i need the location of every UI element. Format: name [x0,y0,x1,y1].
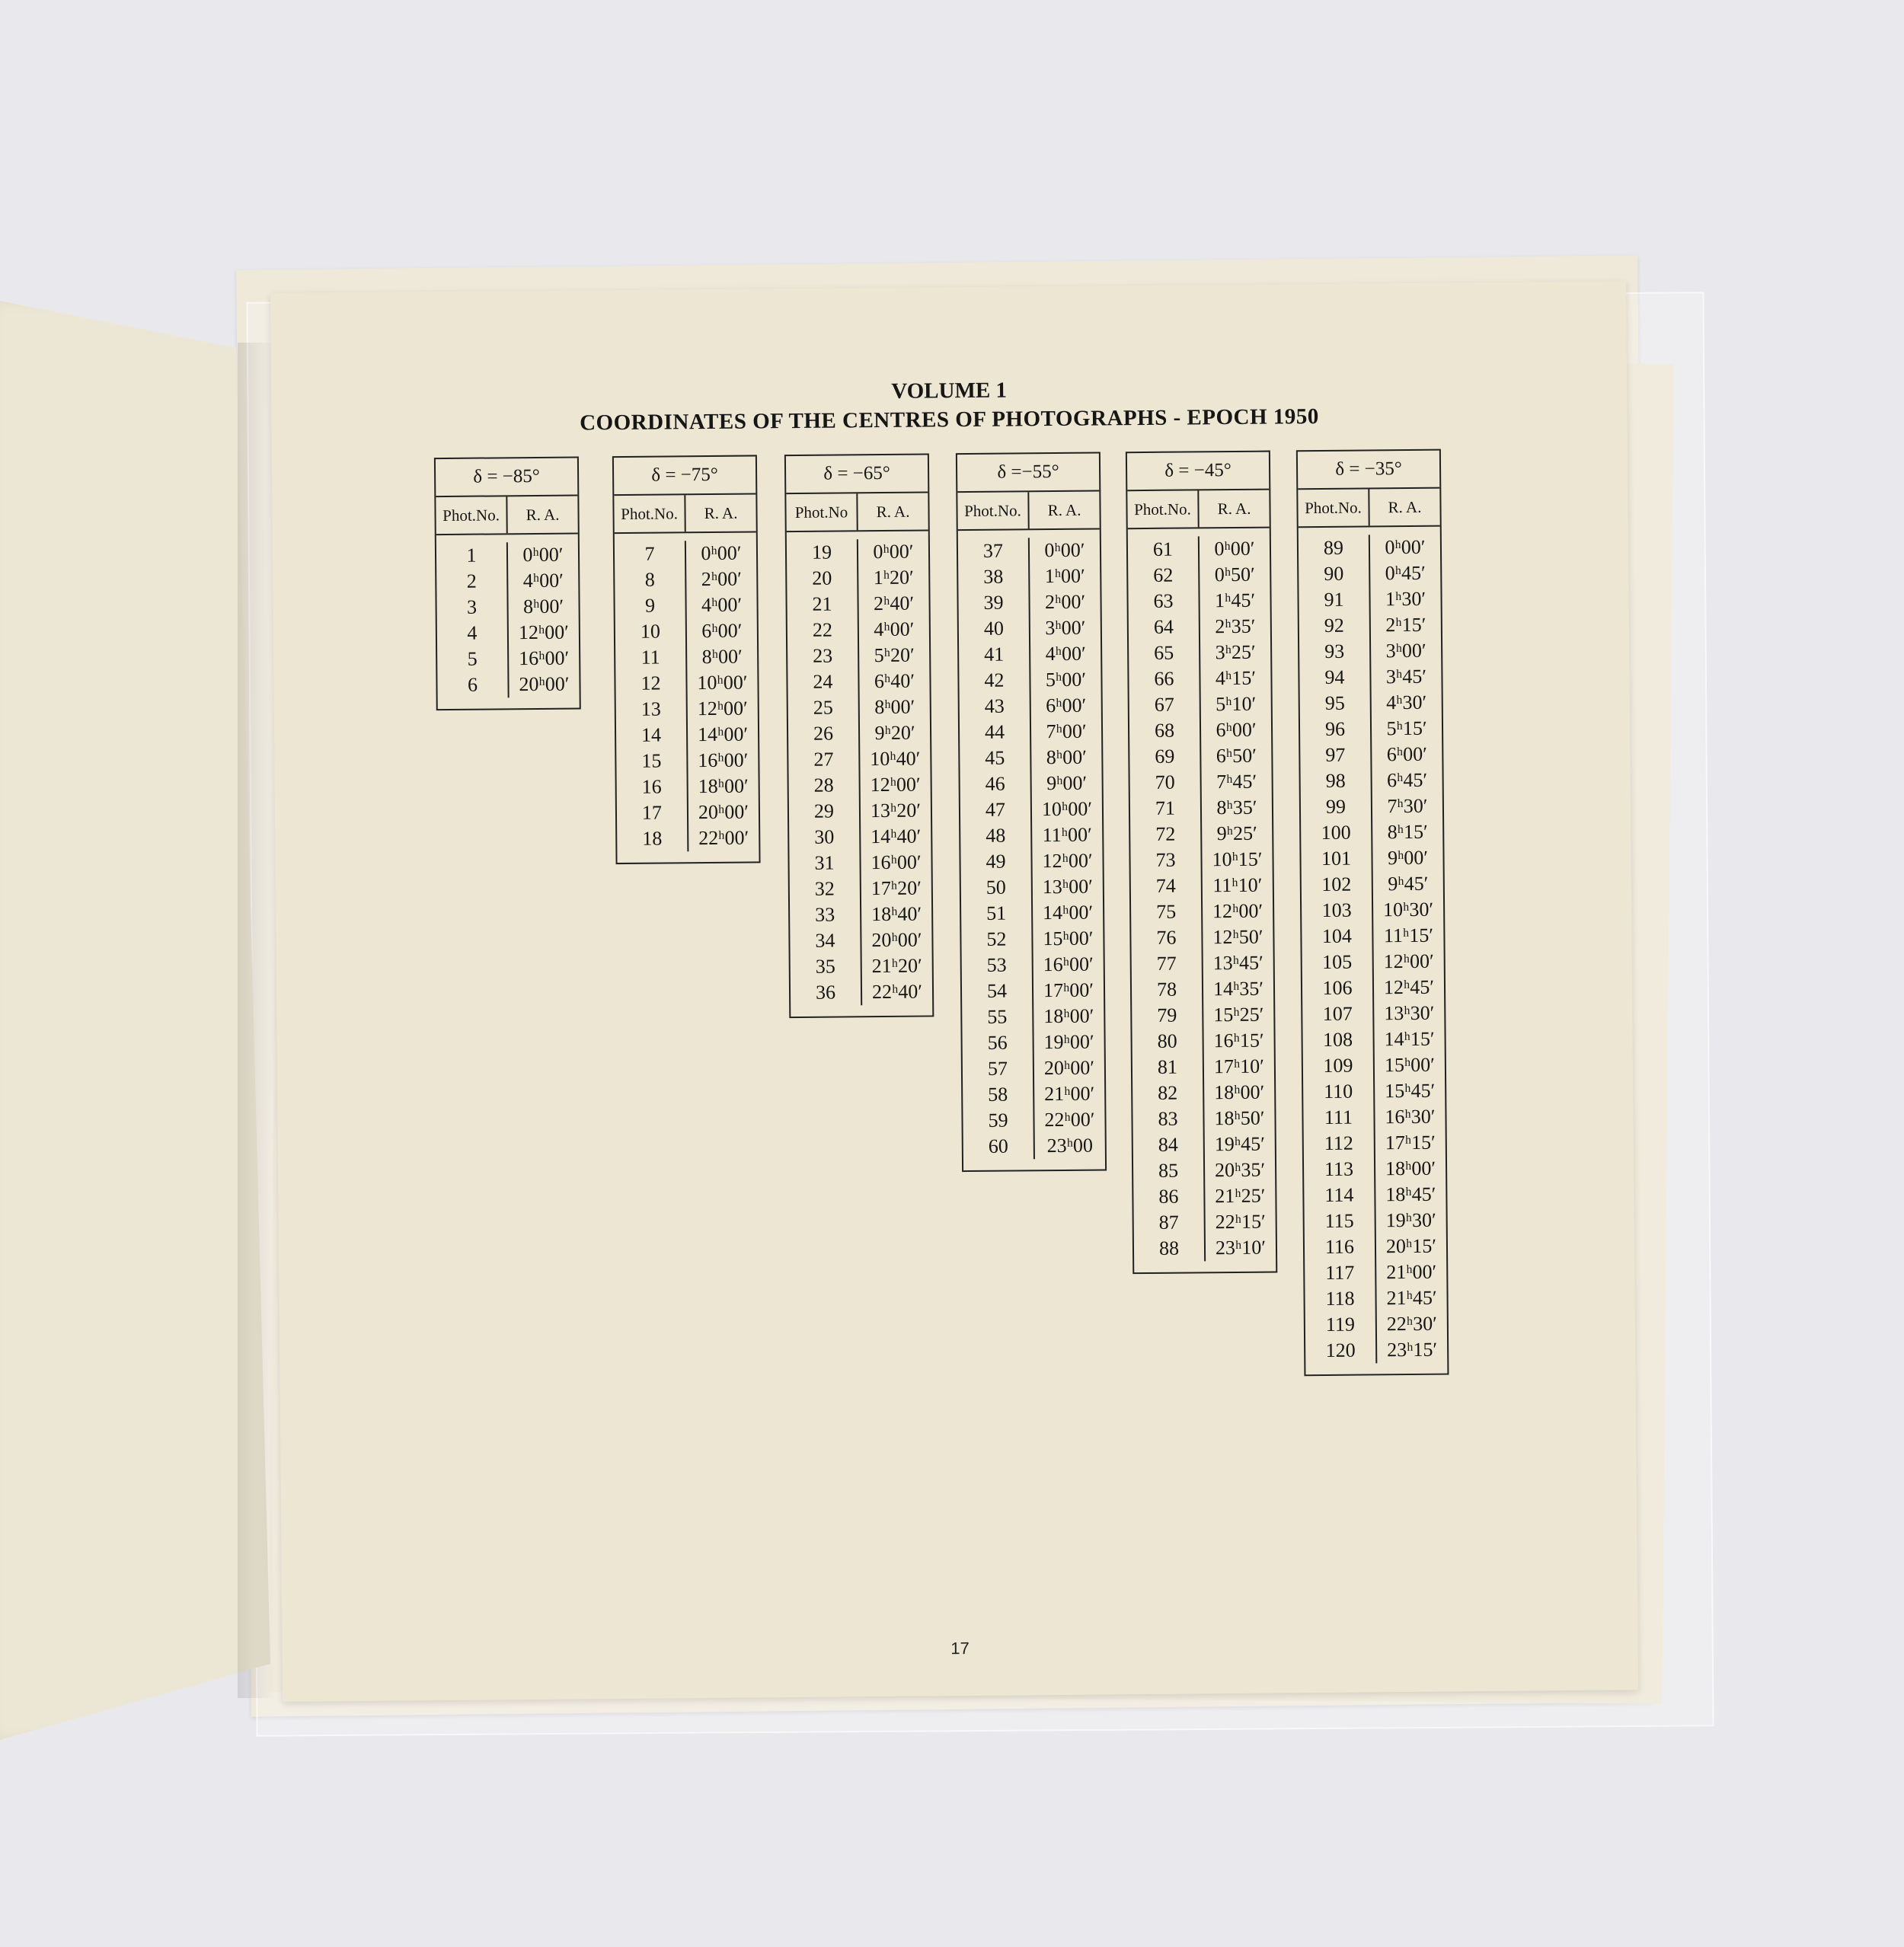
photo-number-cell: 53 [986,953,1007,976]
right-ascension-cell: 16ʰ00′ [1043,953,1094,976]
photo-number-cell: 112 [1324,1131,1353,1154]
right-page [270,281,1638,1701]
right-ascension-cell: 9ʰ45′ [1388,872,1429,895]
right-ascension-cell: 2ʰ00′ [1044,590,1086,614]
photo-number-cell: 70 [1155,771,1175,793]
right-ascension-cell: 5ʰ00′ [1045,668,1087,691]
photo-number-cell: 90 [1324,562,1344,585]
right-ascension-cell: 6ʰ40′ [874,669,915,693]
photo-number-cell: 78 [1156,978,1177,1001]
right-ascension-cell: 23ʰ15′ [1387,1338,1438,1361]
photo-number-cell: 59 [988,1109,1008,1131]
photo-number-cell: 17 [641,801,663,824]
photo-number-cell: 2 [466,570,477,592]
photo-number-cell: 64 [1153,615,1174,638]
right-ascension-cell: 4ʰ00′ [874,618,915,641]
photo-number-cell: 33 [815,903,835,926]
right-ascension-cell: 16ʰ00′ [698,748,749,772]
right-ascension-cell: 6ʰ00′ [701,619,743,643]
photo-number-cell: 68 [1154,719,1175,742]
photo-number-cell: 45 [985,746,1005,769]
right-ascension-cell: 23ʰ00 [1046,1134,1094,1157]
declination-table [612,455,761,864]
photo-number-cell: 22 [812,618,833,641]
right-ascension-cell: 5ʰ10′ [1216,692,1257,716]
photo-number-cell: 82 [1158,1081,1178,1104]
right-ascension-cell: 12ʰ00′ [1042,849,1093,873]
photo-number-cell: 7 [644,542,655,565]
right-ascension-cell: 4ʰ30′ [1386,691,1427,714]
right-ascension-cell: 2ʰ15′ [1385,613,1426,637]
photo-number-cell: 114 [1324,1183,1354,1206]
photo-number-cell: 113 [1324,1157,1354,1180]
photo-number-cell: 1 [466,544,477,567]
declination-table [784,453,934,1018]
declination-header: δ = −75° [614,456,756,496]
photo-number-cell: 51 [986,902,1007,924]
right-ascension-cell: 13ʰ30′ [1384,1001,1435,1025]
right-ascension-cell: 8ʰ00′ [1046,745,1087,769]
right-ascension-cell: 14ʰ00′ [697,723,749,746]
right-ascension-cell: 7ʰ30′ [1387,794,1428,818]
photo-number-cell: 95 [1324,691,1345,714]
photo-number-cell: 58 [988,1083,1008,1106]
right-ascension-cell: 18ʰ50′ [1214,1106,1265,1130]
right-ascension-cell: 10ʰ00′ [1041,797,1093,821]
photo-number-cell: 77 [1156,952,1177,975]
photo-number-cell: 54 [986,979,1008,1002]
right-ascension-cell: 14ʰ40′ [871,825,922,848]
right-ascension-cell: 19ʰ00′ [1043,1030,1094,1054]
photo-number-cell: 18 [642,827,663,850]
photo-number-cell: 76 [1156,926,1177,949]
declination-table [1296,449,1449,1377]
photo-number-cell: 36 [815,981,836,1004]
photo-number-cell: 99 [1325,795,1347,818]
photo-number-cell: 87 [1158,1211,1179,1234]
photo-number-cell: 118 [1325,1287,1355,1310]
right-ascension-cell: 12ʰ00′ [1383,950,1434,973]
column-header-phot-no: Phot.No. [1298,489,1369,526]
column-header-ra: R. A. [704,503,738,523]
right-ascension-cell: 3ʰ45′ [1385,665,1427,688]
column-header-phot-no: Phot.No. [436,496,507,534]
photo-number-cell: 98 [1325,769,1346,792]
right-ascension-cell: 3ʰ00′ [1045,616,1086,640]
declination-header: δ = −65° [786,455,928,494]
right-ascension-cell: 18ʰ40′ [871,902,922,926]
photo-number-cell: 100 [1321,821,1351,844]
photo-number-cell: 80 [1157,1029,1177,1052]
photo-number-cell: 44 [984,720,1005,743]
photo-number-cell: 84 [1158,1133,1178,1156]
right-ascension-cell: 17ʰ20′ [871,876,922,900]
photo-number-cell: 97 [1325,743,1346,766]
photo-number-cell: 6 [467,673,478,696]
right-ascension-cell: 14ʰ15′ [1384,1027,1435,1051]
photo-number-cell: 28 [813,774,834,796]
right-ascension-cell: 9ʰ00′ [1046,771,1088,795]
right-ascension-cell: 20ʰ00′ [698,800,749,824]
photo-number-cell: 94 [1324,665,1345,688]
photo-number-cell: 9 [644,594,656,617]
photo-number-cell: 71 [1155,796,1176,819]
declination-table [1126,451,1277,1275]
right-ascension-cell: 0ʰ50′ [1214,563,1255,586]
photo-number-cell: 67 [1154,693,1174,716]
column-header-phot-no: Phot.No. [957,492,1029,529]
right-ascension-cell: 9ʰ25′ [1216,822,1257,845]
photo-number-cell: 3 [466,595,478,618]
page-number: 17 [950,1639,970,1658]
photo-number-cell: 27 [813,748,834,771]
right-ascension-cell: 5ʰ15′ [1386,717,1427,740]
right-ascension-cell: 22ʰ15′ [1215,1210,1266,1234]
book-spine [238,343,276,1698]
photo-number-cell: 35 [815,955,835,978]
right-ascension-cell: 3ʰ25′ [1215,640,1256,664]
right-ascension-cell: 13ʰ45′ [1212,951,1263,975]
photo-number-cell: 26 [813,722,834,745]
right-ascension-cell: 20ʰ00′ [519,672,570,696]
column-header-ra: R. A. [1047,500,1081,520]
photo-number-cell: 57 [987,1057,1008,1080]
right-ascension-cell: 10ʰ00′ [697,671,748,694]
right-ascension-cell: 11ʰ15′ [1383,924,1434,947]
photo-number-cell: 49 [986,850,1006,873]
column-header-ra: R. A. [1388,497,1422,517]
photo-number-cell: 83 [1158,1107,1178,1130]
photo-number-cell: 46 [985,772,1005,795]
right-ascension-cell: 8ʰ15′ [1387,820,1428,844]
photo-number-cell: 29 [813,800,835,822]
right-ascension-cell: 12ʰ50′ [1212,925,1263,949]
right-ascension-cell: 22ʰ00′ [1044,1108,1095,1131]
right-ascension-cell: 6ʰ00′ [1046,694,1087,717]
right-ascension-cell: 0ʰ00′ [1385,535,1426,559]
photo-number-cell: 30 [814,825,835,848]
right-ascension-cell: 12ʰ00′ [697,697,748,720]
photo-number-cell: 65 [1154,641,1174,664]
right-ascension-cell: 16ʰ00′ [871,851,922,874]
right-ascension-cell: 12ʰ00′ [518,621,570,644]
photo-number-cell: 62 [1153,563,1174,586]
right-ascension-cell: 21ʰ45′ [1386,1286,1437,1310]
photo-number-cell: 48 [986,824,1006,847]
photo-number-cell: 74 [1155,874,1176,897]
right-ascension-cell: 21ʰ00′ [1386,1260,1437,1284]
photo-number-cell: 85 [1158,1159,1179,1182]
coordinate-tables [270,281,1638,1701]
right-ascension-cell: 1ʰ45′ [1214,589,1256,612]
right-ascension-cell: 12ʰ45′ [1383,975,1435,999]
right-ascension-cell: 4ʰ00′ [522,569,564,592]
photo-number-cell: 11 [641,646,660,669]
photo-number-cell: 32 [814,877,835,900]
photo-number-cell: 41 [984,643,1005,665]
photo-number-cell: 119 [1325,1313,1356,1336]
photo-number-cell: 81 [1157,1055,1178,1078]
photo-number-cell: 15 [641,749,662,772]
photo-number-cell: 42 [984,669,1005,691]
right-ascension-cell: 4ʰ15′ [1215,666,1257,690]
right-ascension-cell: 0ʰ00′ [701,541,742,565]
right-ascension-cell: 2ʰ00′ [701,567,742,591]
photo-number-cell: 106 [1322,976,1353,999]
right-ascension-cell: 6ʰ00′ [1386,742,1427,766]
photo-number-cell: 60 [988,1135,1008,1157]
right-ascension-cell: 12ʰ00′ [1212,899,1263,923]
right-ascension-cell: 1ʰ00′ [1044,564,1085,588]
photo-number-cell: 102 [1321,873,1352,895]
photo-number-cell: 105 [1322,950,1353,973]
photo-number-cell: 108 [1322,1028,1353,1051]
photo-number-cell: 8 [644,568,655,591]
right-ascension-cell: 20ʰ00′ [1043,1056,1095,1080]
right-ascension-cell: 0ʰ00′ [522,543,564,567]
column-header-phot-no: Phot.No. [1127,490,1199,528]
photo-number-cell: 43 [984,694,1005,717]
right-ascension-cell: 19ʰ30′ [1385,1208,1436,1232]
right-ascension-cell: 7ʰ45′ [1216,770,1257,793]
photo-number-cell: 47 [985,798,1006,821]
right-ascension-cell: 18ʰ00′ [1043,1004,1094,1028]
photo-number-cell: 116 [1324,1235,1355,1258]
declination-header: δ =−55° [957,454,1099,493]
right-ascension-cell: 10ʰ15′ [1212,847,1263,871]
photo-number-cell: 104 [1321,924,1353,947]
column-header-ra: R. A. [1217,499,1251,519]
right-ascension-cell: 17ʰ15′ [1385,1131,1436,1154]
photo-number-cell: 12 [641,672,661,694]
page-subtitle: COORDINATES OF THE CENTRES OF PHOTOGRAPHS - EPOCH 1950 [580,404,1319,436]
right-ascension-cell: 22ʰ40′ [871,980,923,1004]
photo-number-cell: 31 [814,851,835,874]
column-header-phot-no: Phot.No. [614,495,685,532]
declination-table [956,452,1107,1172]
photo-number-cell: 89 [1323,536,1344,559]
right-ascension-cell: 15ʰ00′ [1043,927,1094,950]
right-ascension-cell: 23ʰ10′ [1215,1236,1267,1259]
photo-number-cell: 63 [1153,589,1174,612]
right-ascension-cell: 13ʰ00′ [1042,875,1093,898]
column-header-ra: R. A. [526,505,560,525]
photo-number-cell: 66 [1154,667,1174,690]
right-ascension-cell: 14ʰ35′ [1212,977,1264,1001]
right-ascension-cell: 15ʰ25′ [1213,1003,1264,1026]
right-ascension-cell: 15ʰ00′ [1384,1053,1436,1077]
right-ascension-cell: 2ʰ40′ [873,592,915,615]
right-ascension-cell: 18ʰ00′ [698,774,749,798]
right-ascension-cell: 16ʰ15′ [1213,1029,1264,1052]
right-ascension-cell: 18ʰ00′ [1214,1080,1265,1104]
right-ascension-cell: 17ʰ00′ [1043,978,1094,1002]
right-ascension-cell: 14ʰ00′ [1042,901,1094,924]
photo-number-cell: 13 [641,697,661,720]
photo-number-cell: 117 [1325,1261,1355,1284]
right-ascension-cell: 6ʰ00′ [1216,718,1257,742]
right-ascension-cell: 20ʰ15′ [1385,1234,1437,1258]
photo-number-cell: 16 [641,775,662,798]
right-ascension-cell: 4ʰ00′ [1045,642,1086,665]
photo-number-cell: 10 [640,620,661,643]
photo-number-cell: 5 [467,647,478,670]
photo-number-cell: 69 [1155,745,1175,768]
right-ascension-cell: 6ʰ50′ [1216,744,1257,768]
right-ascension-cell: 3ʰ00′ [1385,639,1426,662]
right-ascension-cell: 11ʰ10′ [1212,873,1263,897]
right-ascension-cell: 17ʰ10′ [1213,1055,1265,1078]
column-header-phot-no: Phot.No [786,493,858,531]
right-ascension-cell: 10ʰ40′ [870,747,921,771]
photo-number-cell: 88 [1158,1237,1180,1259]
page-title: VOLUME 1 [891,378,1008,404]
right-ascension-cell: 0ʰ00′ [1214,537,1255,560]
declination-header: δ = −35° [1298,451,1439,490]
right-ascension-cell: 6ʰ45′ [1386,768,1428,792]
right-ascension-cell: 1ʰ30′ [1385,587,1426,611]
right-ascension-cell: 8ʰ00′ [522,595,564,618]
right-ascension-cell: 0ʰ45′ [1385,561,1426,585]
right-ascension-cell: 15ʰ45′ [1385,1079,1436,1103]
photo-number-cell: 38 [983,565,1004,588]
declination-table [434,456,581,710]
photo-number-cell: 109 [1323,1054,1353,1077]
right-ascension-cell: 12ʰ00′ [870,773,921,796]
right-ascension-cell: 19ʰ45′ [1214,1132,1265,1156]
photo-number-cell: 34 [815,929,835,952]
column-header-ra: R. A. [876,502,910,522]
right-ascension-cell: 22ʰ00′ [698,826,749,850]
photo-number-cell: 96 [1324,717,1346,740]
left-page [0,301,270,1740]
photo-number-cell: 37 [982,539,1004,562]
right-ascension-cell: 8ʰ00′ [874,695,915,719]
photo-number-cell: 61 [1152,538,1174,560]
photo-number-cell: 75 [1156,900,1177,923]
photo-number-cell: 4 [467,621,478,644]
photo-number-cell: 86 [1158,1185,1179,1208]
photo-number-cell: 79 [1157,1004,1177,1026]
photo-number-cell: 120 [1325,1339,1356,1361]
right-ascension-cell: 22ʰ30′ [1386,1312,1438,1336]
right-ascension-cell: 21ʰ20′ [871,954,922,978]
photo-number-cell: 93 [1324,640,1345,662]
right-ascension-cell: 7ʰ00′ [1046,720,1087,743]
photo-number-cell: 101 [1321,847,1352,870]
photo-number-cell: 50 [986,876,1006,898]
photo-number-cell: 73 [1155,848,1176,871]
photo-number-cell: 14 [641,723,662,746]
photo-number-cell: 115 [1324,1209,1354,1232]
right-ascension-cell: 13ʰ20′ [870,799,922,822]
photo-number-cell: 72 [1155,822,1176,845]
photo-number-cell: 20 [812,567,832,589]
right-ascension-cell: 18ʰ45′ [1385,1183,1436,1206]
right-ascension-cell: 11ʰ00′ [1042,823,1092,847]
right-ascension-cell: 1ʰ20′ [873,566,914,589]
photo-number-cell: 111 [1324,1106,1353,1128]
declination-header: δ = −85° [436,458,577,497]
right-ascension-cell: 18ʰ00′ [1385,1157,1436,1180]
photo-number-cell: 110 [1324,1080,1353,1103]
photo-number-cell: 40 [983,617,1005,640]
declination-header: δ = −45° [1127,452,1269,492]
right-ascension-cell: 20ʰ35′ [1214,1158,1266,1182]
right-ascension-cell: 21ʰ25′ [1215,1184,1266,1208]
right-ascension-cell: 9ʰ20′ [874,721,915,745]
photo-number-cell: 19 [811,541,832,563]
photo-number-cell: 92 [1324,614,1344,637]
right-ascension-cell: 21ʰ00′ [1044,1082,1095,1106]
right-ascension-cell: 5ʰ20′ [874,643,915,667]
right-ascension-cell: 4ʰ00′ [701,593,743,617]
right-ascension-cell: 0ʰ00′ [1044,538,1085,562]
right-ascension-cell: 16ʰ00′ [519,646,570,670]
photo-number-cell: 107 [1322,1002,1353,1025]
photo-number-cell: 21 [812,592,832,615]
right-ascension-cell: 10ʰ30′ [1382,898,1434,921]
photo-number-cell: 25 [813,696,833,719]
photo-number-cell: 23 [813,644,833,667]
right-ascension-cell: 16ʰ30′ [1385,1105,1436,1128]
photo-number-cell: 91 [1324,588,1344,611]
right-ascension-cell: 9ʰ00′ [1387,846,1429,870]
right-ascension-cell: 8ʰ35′ [1216,796,1257,819]
photo-number-cell: 24 [813,670,833,693]
photo-number-cell: 103 [1321,898,1352,921]
right-ascension-cell: 8ʰ00′ [701,645,743,669]
photo-number-cell: 52 [986,927,1007,950]
right-ascension-cell: 0ʰ00′ [873,540,914,563]
photo-number-cell: 55 [987,1005,1008,1028]
right-ascension-cell: 20ʰ00′ [871,928,922,952]
photo-number-cell: 56 [987,1031,1008,1054]
right-ascension-cell: 2ʰ35′ [1215,614,1256,638]
photo-number-cell: 39 [983,591,1004,614]
